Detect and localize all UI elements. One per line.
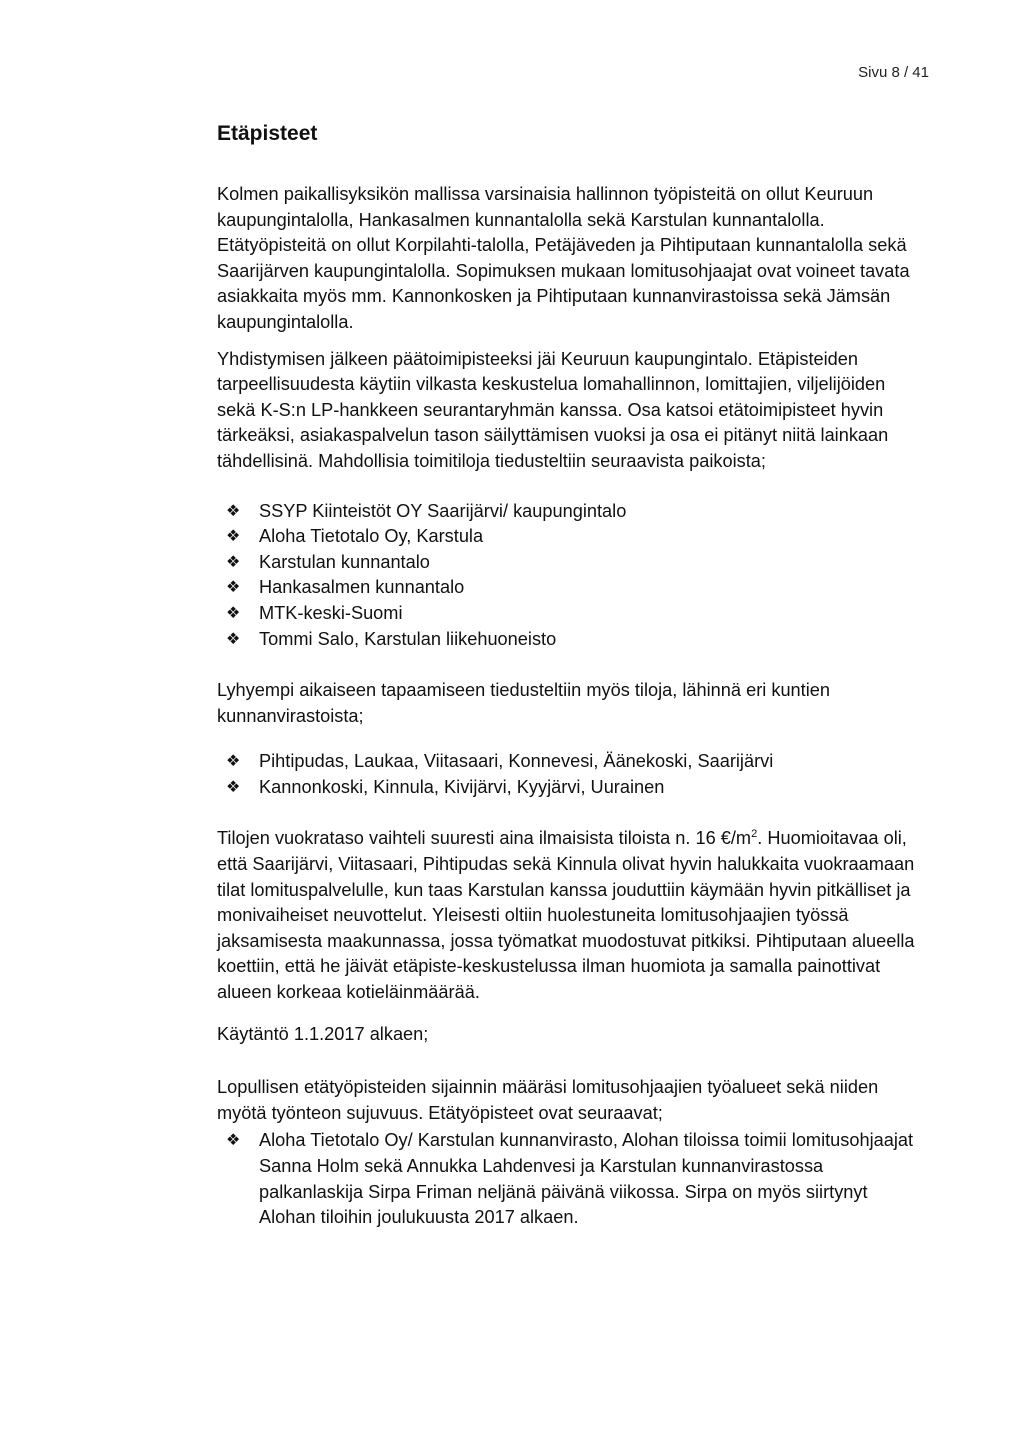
- paragraph-work-locations: Kolmen paikallisyksikön mallissa varsinaisia hallinnon työpisteitä on ollut Keuruun kaupungintalolla, Hankasalmen kunnantalolla sekä Karstulan kunnantalolla. Etätyöpisteitä on ollut Korpilahti-talolla, Petäjäveden ja Pihtiputaan kunnantalolla sekä Saarijärven kaupungintalolla. Sopimuksen mukaan lomitusohjaajat ovat voineet tavata asiakkaita myös mm. Kannonkosken ja Pihtiputaan kunnanvirastoissa sekä Jämsän kaupungintalolla.: [217, 184, 910, 332]
- list-item: ❖ Pihtipudas, Laukaa, Viitasaari, Konnevesi, Äänekoski, Saarijärvi: [217, 749, 917, 775]
- list-item: ❖ MTK-keski-Suomi: [217, 601, 917, 627]
- list-item: ❖ Hankasalmen kunnantalo: [217, 575, 917, 601]
- diamond-bullet-icon: ❖: [226, 1132, 241, 1150]
- diamond-bullet-icon: ❖: [226, 528, 241, 546]
- municipalities-list: [217, 749, 917, 800]
- paragraph-merger-discussion: Yhdistymisen jälkeen päätoimipisteeksi jäi Keuruun kaupungintalo. Etäpisteiden tarpeellisuudesta käytiin vilkasta keskustelua lomahallinnon, lomittajien, viljelijöiden sekä K-S:n LP-hankkeen seurantaryhmän kanssa. Osa katsoi etätoimipisteet hyvin tärkeäksi, asiakaspalvelun tason säilyttämisen vuoksi ja osa ei pitänyt niitä lainkaan tähdellisinä. Mahdollisia toimitiloja tiedusteltiin seuraavista paikoista;: [217, 348, 889, 471]
- diamond-bullet-icon: ❖: [226, 579, 241, 597]
- diamond-bullet-icon: ❖: [226, 630, 241, 648]
- diamond-bullet-icon: ❖: [226, 502, 241, 520]
- list-item: ❖ Karstulan kunnantalo: [217, 550, 917, 576]
- diamond-bullet-icon: ❖: [226, 778, 241, 796]
- diamond-bullet-icon: ❖: [226, 604, 241, 622]
- premises-list: [217, 499, 917, 653]
- paragraph-final-locations: Lopullisen etätyöpisteiden sijainnin määräsi lomitusohjaajien työalueet sekä niiden myötä työnteon sujuvuus. Etätyöpisteet ovat seuraavat;: [217, 1077, 879, 1123]
- diamond-bullet-icon: ❖: [226, 553, 241, 571]
- section-heading: Etäpisteet: [217, 122, 318, 145]
- document-body: [217, 120, 917, 1257]
- list-item: ❖ Kannonkoski, Kinnula, Kivijärvi, Kyyjärvi, Uurainen: [217, 775, 917, 801]
- paragraph-rent-levels: Tilojen vuokrataso vaihteli suuresti aina ilmaisista tiloista n. 16 $€/m^2$. Huomioitavaa oli, että Saarijärvi, Viitasaari, Pihtipudas sekä Kinnula olivat hyvin halukkaita vuokraamaan tilat lomituspalvelulle, kun taas Karstulan kanssa jouduttiin käymään hyvin pitkälliset ja monivaiheiset neuvottelut. Yleisesti oltiin huolestuneita lomitusohjaajien työssä jaksamisesta maakunnassa, jossa työmatkat muodostuvat pitkiksi. Pihtiputaan alueella koettiin, että he jäivät etäpiste-keskustelussa ilman huomiota ja samalla painottivat alueen korkeaa kotieläinmäärää.: [217, 828, 915, 1003]
- diamond-bullet-icon: ❖: [226, 753, 241, 771]
- page-number: Sivu 8 / 41: [858, 64, 929, 81]
- paragraph-short-term-meetings: Lyhyempi aikaiseen tapaamiseen tiedusteltiin myös tiloja, lähinnä eri kuntien kunnanvirastoista;: [217, 680, 830, 726]
- paragraph-practice-heading: Käytäntö 1.1.2017 alkaen;: [217, 1023, 429, 1044]
- list-item: ❖ Aloha Tietotalo Oy, Karstula: [217, 524, 917, 550]
- list-item: ❖ SSYP Kiinteistöt OY Saarijärvi/ kaupungintalo: [217, 499, 917, 525]
- list-item: ❖ Aloha Tietotalo Oy/ Karstulan kunnanvirasto, Alohan tiloissa toimii lomitusohjaajat Sanna Holm sekä Annukka Lahdenvesi ja Karstulan kunnanvirastossa palkanlaskija Sirpa Friman neljänä päivänä viikossa. Sirpa on myös siirtynyt Alohan tiloihin joulukuusta 2017 alkaen.: [226, 1130, 914, 1228]
- list-item: ❖ Tommi Salo, Karstulan liikehuoneisto: [217, 627, 917, 653]
- final-locations-list: [217, 1128, 917, 1230]
